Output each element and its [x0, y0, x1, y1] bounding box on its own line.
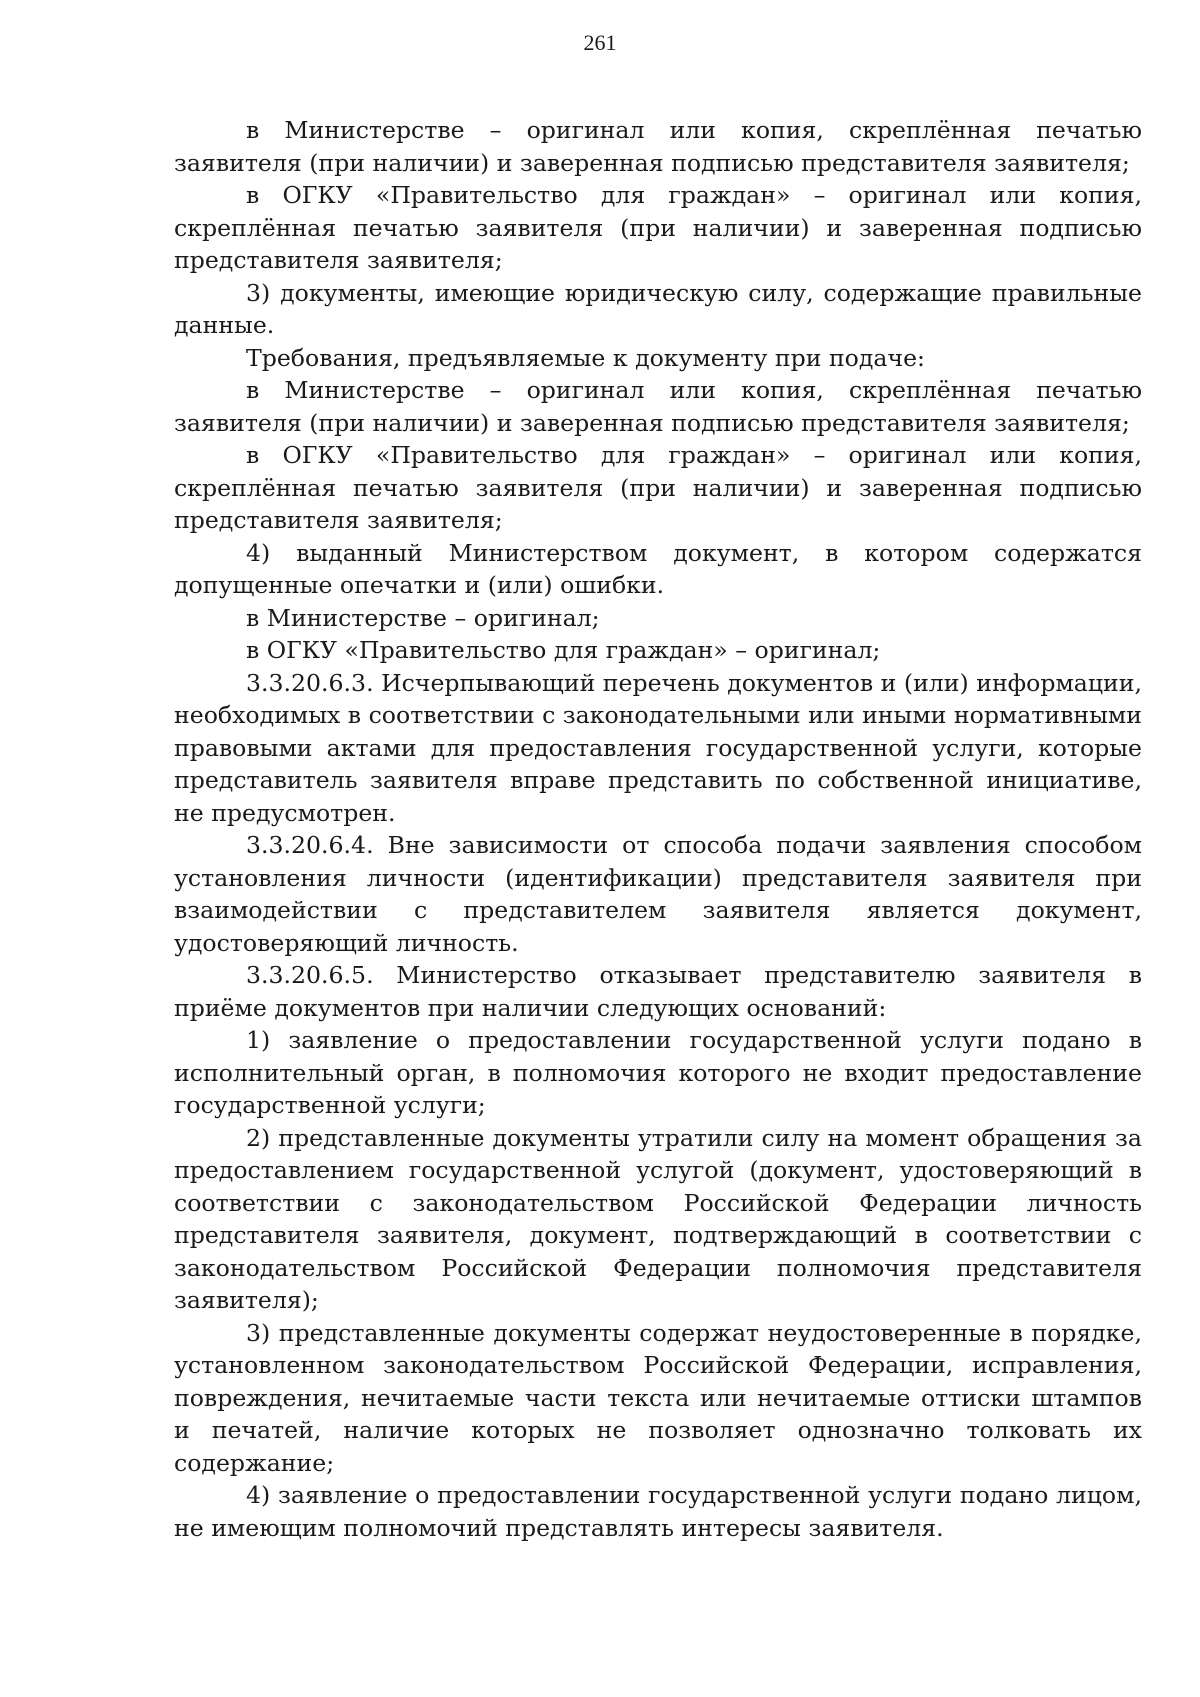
paragraph-ogku-copy-2: в ОГКУ «Правительство для граждан» – оригинал или копия, скреплённая печатью заявителя (при наличии) и заверенная подписью представителя заявителя; — [174, 441, 1142, 534]
paragraph-refusal-reason-3: 3) представленные документы содержат неудостоверенные в порядке, установленном законодательством Российской Федерации, исправления, повреждения, нечитаемые части текста или нечитаемые оттиски штампов и печатей, наличие которых не позволяет однозначно толковать их содержание; — [174, 1318, 1142, 1477]
paragraph-item-3-documents: 3) документы, имеющие юридическую силу, содержащие правильные данные. — [174, 278, 1142, 339]
paragraph-ministry-copy-1: в Министерстве – оригинал или копия, скреплённая печатью заявителя (при наличии) и заверенная подписью представителя заявителя; — [174, 116, 1142, 177]
paragraph-item-4-issued-document: 4) выданный Министерством документ, в котором содержатся допущенные опечатки и (или) ошибки. — [174, 538, 1142, 599]
paragraph-section-3-3-20-6-4: 3.3.20.6.4. Вне зависимости от способа подачи заявления способом установления личности (идентификации) представителя заявителя при взаимодействии с представителем заявителя является документ, удостоверяющий личность. — [174, 831, 1142, 957]
paragraph-refusal-reason-4: 4) заявление о предоставлении государственной услуги подано лицом, не имеющим полномочий представлять интересы заявителя. — [174, 1481, 1142, 1542]
paragraph-ministry-original: в Министерстве – оригинал; — [246, 603, 600, 632]
paragraph-section-3-3-20-6-5: 3.3.20.6.5. Министерство отказывает представителю заявителя в приёме документов при наличии следующих оснований: — [174, 961, 1142, 1022]
page-number: 261 — [583, 30, 617, 55]
paragraph-ogku-original: в ОГКУ «Правительство для граждан» – оригинал; — [246, 636, 881, 664]
document-body — [174, 114, 1142, 1544]
paragraph-refusal-reason-1: 1) заявление о предоставлении государственной услуги подано в исполнительный орган, в полномочия которого не входит предоставление государственной услуги; — [174, 1026, 1142, 1119]
paragraph-ministry-copy-2: в Министерстве – оригинал или копия, скреплённая печатью заявителя (при наличии) и заверенная подписью представителя заявителя; — [174, 376, 1142, 437]
paragraph-ogku-copy-1: в ОГКУ «Правительство для граждан» – оригинал или копия, скреплённая печатью заявителя (при наличии) и заверенная подписью представителя заявителя; — [174, 181, 1142, 274]
paragraph-section-3-3-20-6-3: 3.3.20.6.3. Исчерпывающий перечень документов и (или) информации, необходимых в соответствии с законодательными или иными нормативными правовыми актами для предоставления государственной услуги, которые представитель заявителя вправе представить по собственной инициативе, не предусмотрен. — [174, 668, 1142, 827]
paragraph-requirements-heading: Требования, предъявляемые к документу при подаче: — [246, 343, 925, 372]
paragraph-refusal-reason-2: 2) представленные документы утратили силу на момент обращения за предоставлением государственной услугой (документ, удостоверяющий в соответствии с законодательством Российской Федерации личность представителя заявителя, документ, подтверждающий в соответствии с законодательством Российской Федерации полномочия представителя заявителя); — [174, 1123, 1142, 1314]
